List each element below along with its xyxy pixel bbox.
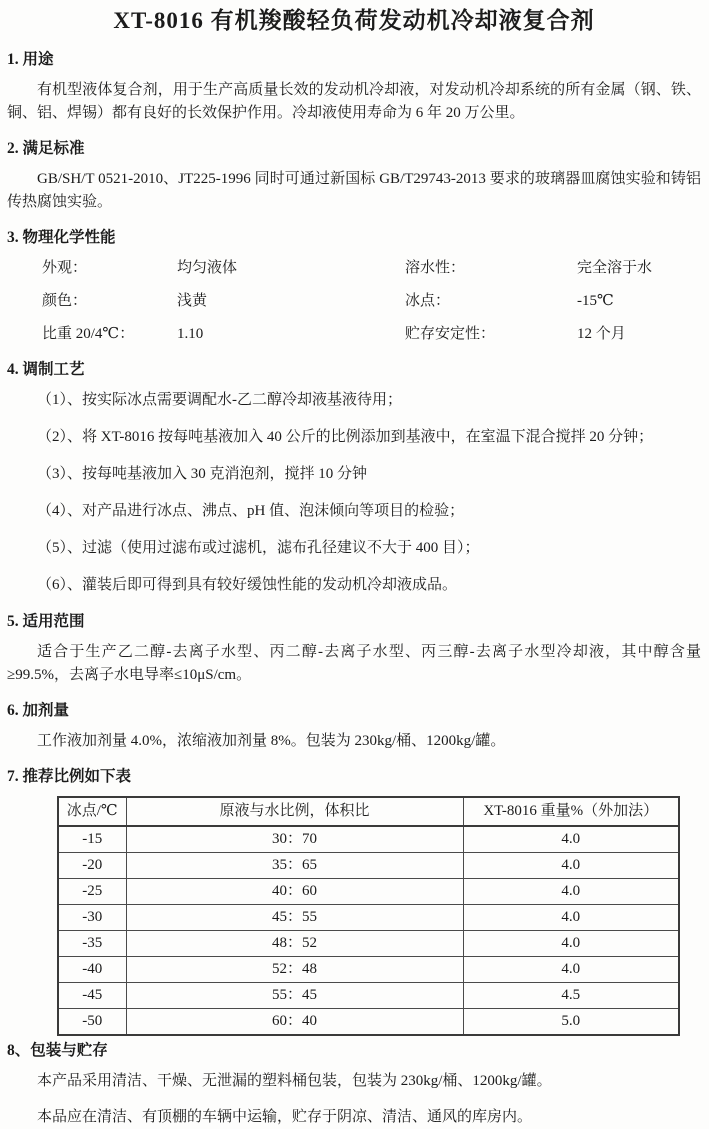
cell-ratio: 55：45: [126, 983, 463, 1009]
table-row: [58, 905, 679, 931]
cell-freezing-point: -15: [58, 826, 126, 853]
section-1-heading: 1. 用途: [7, 51, 54, 68]
cell-weight: 4.5: [463, 983, 679, 1009]
table-row: [58, 957, 679, 983]
cell-weight: 4.0: [463, 879, 679, 905]
cell-weight: 4.0: [463, 853, 679, 879]
page-title: XT-8016 有机羧酸轻负荷发动机冷却液复合剂: [113, 8, 595, 33]
column-header-weight-percent: XT-8016 重量%（外加法）: [463, 797, 679, 826]
cell-ratio: 45：55: [126, 905, 463, 931]
column-header-freezing-point: 冰点/℃: [58, 797, 126, 826]
cell-freezing-point: -25: [58, 879, 126, 905]
cell-freezing-point: -45: [58, 983, 126, 1009]
table-row: [58, 983, 679, 1009]
recommended-ratio-table: [57, 796, 680, 1036]
cell-weight: 5.0: [463, 1009, 679, 1036]
cell-weight: 4.0: [463, 826, 679, 853]
storage-paragraph: 本品应在清洁、有顶棚的车辆中运输，贮存于阴凉、清洁、通风的库房内。: [37, 1109, 533, 1125]
table-row: [58, 853, 679, 879]
section-7-heading: 7. 推荐比例如下表: [7, 768, 132, 785]
cell-weight: 4.0: [463, 957, 679, 983]
process-step-5: （5）、过滤（使用过滤布或过滤机，滤布孔径建议不大于 400 目）；: [37, 540, 480, 556]
cell-ratio: 40：60: [126, 879, 463, 905]
section-6-heading: 6. 加剂量: [7, 702, 70, 719]
property-label: 冰点：: [405, 293, 451, 309]
cell-freezing-point: -40: [58, 957, 126, 983]
property-value: 完全溶于水: [577, 260, 653, 276]
table-row: [58, 826, 679, 853]
table-row: [58, 931, 679, 957]
property-value: 均匀液体: [177, 260, 238, 276]
cell-freezing-point: -50: [58, 1009, 126, 1036]
property-label: 贮存安定性：: [405, 326, 496, 342]
property-label: 颜色：: [42, 293, 88, 309]
property-value: 1.10: [177, 326, 204, 342]
property-value: 浅黄: [177, 293, 208, 309]
section-4-heading: 4. 调制工艺: [7, 361, 85, 378]
property-label: 溶水性：: [405, 260, 466, 276]
usage-paragraph: 有机型液体复合剂，用于生产高质量长效的发动机冷却液，对发动机冷却系统的所有金属（钢、铁、铜、铝、焊锡）都有良好的长效保护作用。冷却液使用寿命为 6 年 20 万公里。: [7, 82, 701, 121]
property-value: -15℃: [577, 293, 614, 309]
process-step-3: （3）、按每吨基液加入 30 克消泡剂，搅拌 10 分钟: [37, 466, 368, 482]
cell-ratio: 48：52: [126, 931, 463, 957]
scope-paragraph: 适合于生产乙二醇-去离子水型、丙二醇-去离子水型、丙三醇-去离子水型冷却液，其中醇含量≥99.5%，去离子水电导率≤10μS/cm。: [7, 644, 701, 683]
process-step-2: （2）、将 XT-8016 按每吨基液加入 40 公斤的比例添加到基液中，在室温下混合搅拌 20 分钟；: [37, 429, 654, 445]
section-5-heading: 5. 适用范围: [7, 613, 85, 630]
table-row: [58, 879, 679, 905]
property-value: 12 个月: [577, 326, 626, 342]
packaging-paragraph: 本产品采用清洁、干燥、无泄漏的塑料桶包装，包装为 230kg/桶、1200kg/罐。: [37, 1073, 552, 1089]
cell-ratio: 35：65: [126, 853, 463, 879]
cell-weight: 4.0: [463, 905, 679, 931]
cell-ratio: 60：40: [126, 1009, 463, 1036]
process-step-1: （1）、按实际冰点需要调配水-乙二醇冷却液基液待用；: [37, 392, 402, 408]
cell-freezing-point: -35: [58, 931, 126, 957]
section-2-heading: 2. 满足标准: [7, 140, 85, 157]
table-row: [58, 1009, 679, 1036]
cell-ratio: 52：48: [126, 957, 463, 983]
dosage-paragraph: 工作液加剂量 4.0%，浓缩液加剂量 8%。包装为 230kg/桶、1200kg/罐。: [37, 733, 506, 749]
section-8-heading: 8、包装与贮存: [7, 1042, 108, 1059]
property-label: 外观：: [42, 260, 88, 276]
column-header-ratio: 原液与水比例，体积比: [126, 797, 463, 826]
property-label: 比重 20/4℃：: [42, 326, 135, 342]
cell-freezing-point: -30: [58, 905, 126, 931]
table-header-row: [58, 797, 679, 826]
physical-properties-grid: [7, 257, 701, 346]
standards-paragraph: GB/SH/T 0521-2010、JT225-1996 同时可通过新国标 GB/T29743-2013 要求的玻璃器皿腐蚀实验和铸铝传热腐蚀实验。: [7, 171, 701, 210]
section-3-heading: 3. 物理化学性能: [7, 229, 116, 246]
process-step-4: （4）、对产品进行冰点、沸点、pH 值、泡沫倾向等项目的检验；: [37, 503, 465, 519]
cell-ratio: 30：70: [126, 826, 463, 853]
cell-weight: 4.0: [463, 931, 679, 957]
process-step-6: （6）、灌装后即可得到具有较好缓蚀性能的发动机冷却液成品。: [37, 577, 458, 593]
cell-freezing-point: -20: [58, 853, 126, 879]
